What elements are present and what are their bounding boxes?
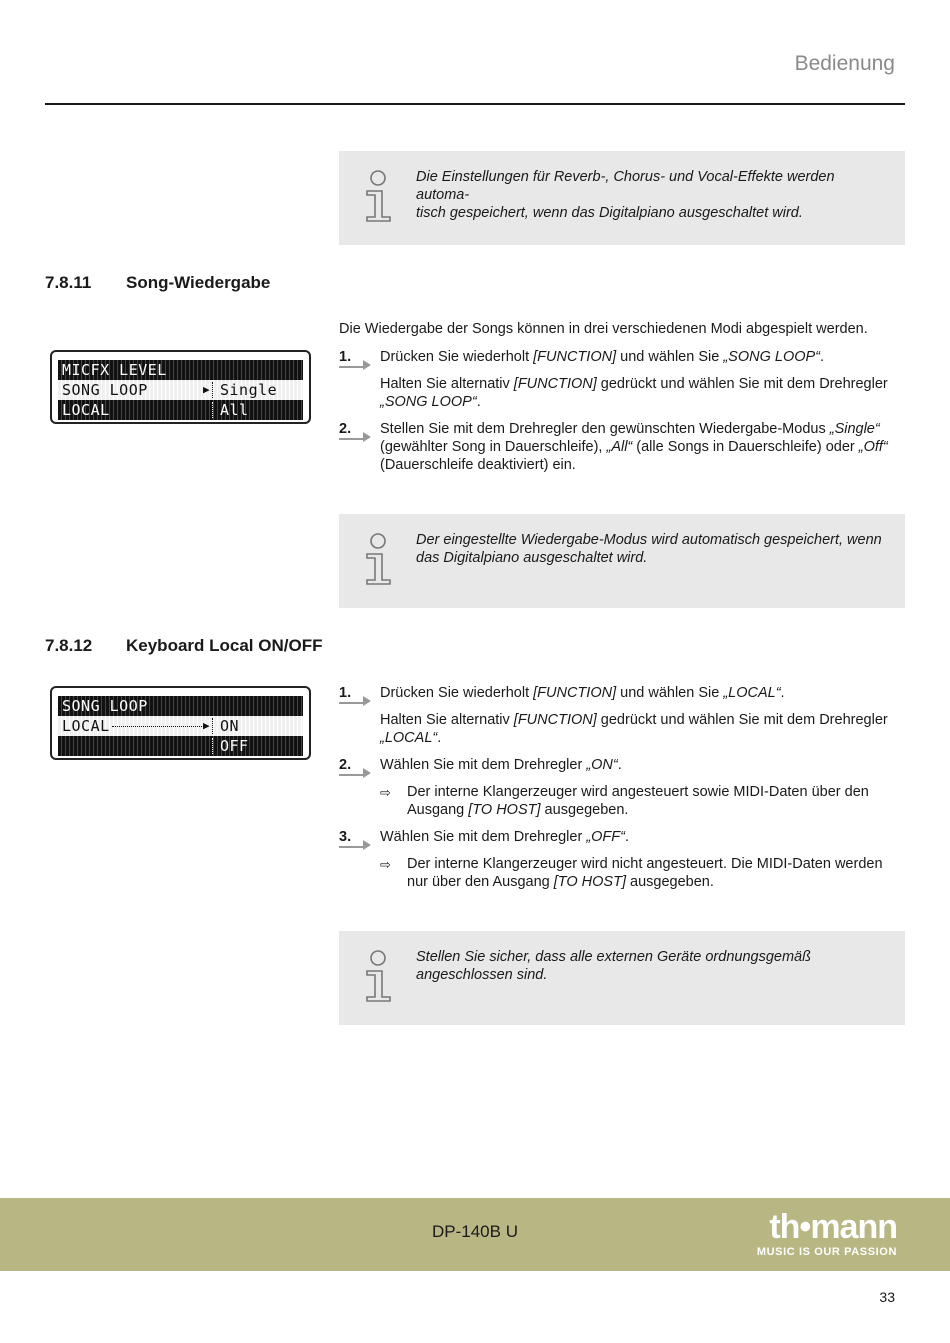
lcd-value: Single (220, 381, 278, 399)
step-text: . (476, 394, 481, 410)
section-title: Keyboard Local ON/OFF (126, 636, 323, 655)
step-number: 1. (339, 685, 352, 701)
info-note (339, 931, 905, 1025)
lcd-pointer-icon: ▶ (203, 719, 211, 732)
step-number: 2. (339, 421, 352, 437)
brand-logo (757, 1208, 897, 1258)
step-text: Drücken Sie wiederholt (380, 349, 534, 365)
menu-label: „SONG LOOP“ (380, 394, 477, 410)
lcd-row (58, 360, 303, 380)
step-number: 1. (339, 349, 352, 365)
step-item (339, 420, 905, 474)
step-text: und wählen Sie (616, 349, 724, 365)
result-text: ausgegeben. (540, 802, 629, 818)
key-label: [FUNCTION] (533, 349, 617, 365)
lcd-text: SONG LOOP (62, 381, 148, 399)
note-text: Stellen Sie sicher, dass alle externen Geräte ordnungsgemäß angeschlossen sind. (416, 949, 811, 983)
lcd-display-local (50, 686, 311, 760)
lcd-pointer-icon: ▶ (203, 383, 211, 396)
lcd-text: LOCAL (62, 401, 110, 419)
note-text: Der eingestellte Wiedergabe-Modus wird automatisch gespeichert, wenn das Digitalpiano ausgeschaltet wird. (416, 532, 882, 566)
step-text: . (617, 757, 622, 773)
step-text: . (437, 730, 442, 746)
step-number: 3. (339, 829, 352, 845)
step-text: Halten Sie alternativ (380, 712, 514, 728)
section-intro: Die Wiedergabe der Songs können in drei verschiedenen Modi abgespielt werden. (339, 321, 868, 337)
lcd-row-selected (58, 380, 303, 400)
lcd-value: OFF (220, 737, 249, 755)
lcd-value: All (220, 401, 249, 419)
value-label: „OFF“ (586, 829, 625, 845)
step-alternative (380, 375, 905, 411)
info-icon (363, 169, 393, 223)
result-arrow-icon: ⇨ (380, 785, 391, 800)
step-text: (Dauerschleife deaktiviert) ein. (380, 457, 576, 473)
lcd-separator (212, 738, 214, 754)
section-number: 7.8.12 (45, 636, 93, 655)
info-note (339, 514, 905, 608)
step-text: (gewählter Song in Dauerschleife), (380, 439, 607, 455)
step-text: . (820, 349, 825, 365)
lcd-row-selected (58, 716, 303, 736)
step-arrow-icon (339, 766, 373, 778)
menu-label: „LOCAL“ (380, 730, 438, 746)
footer-model: DP-140B U (432, 1222, 518, 1241)
lcd-leader (112, 726, 202, 727)
step-text: Wählen Sie mit dem Drehregler (380, 757, 587, 773)
result-text: ausgegeben. (625, 874, 714, 890)
section-title: Song-Wiedergabe (126, 273, 271, 292)
step-text: gedrückt und wählen Sie mit dem Drehregler (596, 376, 888, 392)
page-number: 33 (879, 1289, 895, 1305)
step-arrow-icon (339, 358, 373, 370)
step-text: . (780, 685, 785, 701)
lcd-text: LOCAL (62, 717, 110, 735)
lcd-display-song-loop (50, 350, 311, 424)
lcd-row (58, 736, 303, 756)
result-arrow-icon: ⇨ (380, 857, 391, 872)
lcd-separator (212, 718, 214, 734)
info-icon (363, 532, 393, 586)
lcd-separator (212, 402, 214, 418)
port-label: [TO HOST] (468, 802, 541, 818)
lcd-value: ON (220, 717, 240, 735)
step-text: . (624, 829, 629, 845)
header-title: Bedienung (794, 52, 895, 75)
step-alternative (380, 711, 905, 747)
lcd-separator (212, 382, 214, 398)
value-label: „ON“ (586, 757, 618, 773)
brand-tagline: MUSIC IS OUR PASSION (756, 1246, 897, 1258)
key-label: [FUNCTION] (533, 685, 617, 701)
note-text: Die Einstellungen für Reverb-, Chorus- und Vocal-Effekte werden automa- tisch gespeichert, wenn das Digitalpiano ausgeschaltet wird. (416, 169, 835, 221)
step-arrow-icon (339, 838, 373, 850)
step-text: Halten Sie alternativ (380, 376, 514, 392)
lcd-row (58, 696, 303, 716)
step-text: und wählen Sie (616, 685, 724, 701)
result-text: Der interne Klangerzeuger wird nicht angesteuert. Die MIDI-Daten werden nur über den Ausgang (407, 856, 883, 890)
step-arrow-icon (339, 430, 373, 442)
step-text: Wählen Sie mit dem Drehregler (380, 829, 587, 845)
header-rule (45, 103, 905, 105)
section-number: 7.8.11 (45, 273, 92, 292)
brand-name: th•mann (769, 1208, 897, 1246)
port-label: [TO HOST] (553, 874, 626, 890)
step-number: 2. (339, 757, 352, 773)
key-label: [FUNCTION] (513, 376, 597, 392)
menu-label: „SONG LOOP“ (723, 349, 821, 365)
menu-label: „LOCAL“ (723, 685, 781, 701)
key-label: [FUNCTION] (513, 712, 597, 728)
mode-label: „All“ (606, 439, 633, 455)
result-text: Der interne Klangerzeuger wird angesteuert sowie MIDI-Daten über den Ausgang (407, 784, 869, 818)
info-note (339, 151, 905, 245)
lcd-text: SONG LOOP (62, 697, 148, 715)
step-arrow-icon (339, 694, 373, 706)
step-text: gedrückt und wählen Sie mit dem Drehregler (596, 712, 888, 728)
mode-label: „Single“ (829, 421, 880, 437)
step-text: Stellen Sie mit dem Drehregler den gewünschten Wiedergabe-Modus (380, 421, 830, 437)
lcd-text: MICFX LEVEL (62, 361, 167, 379)
step-text: (alle Songs in Dauerschleife) oder (632, 439, 859, 455)
step-text: Drücken Sie wiederholt (380, 685, 534, 701)
lcd-row (58, 400, 303, 420)
info-icon (363, 949, 393, 1003)
mode-label: „Off“ (858, 439, 888, 455)
